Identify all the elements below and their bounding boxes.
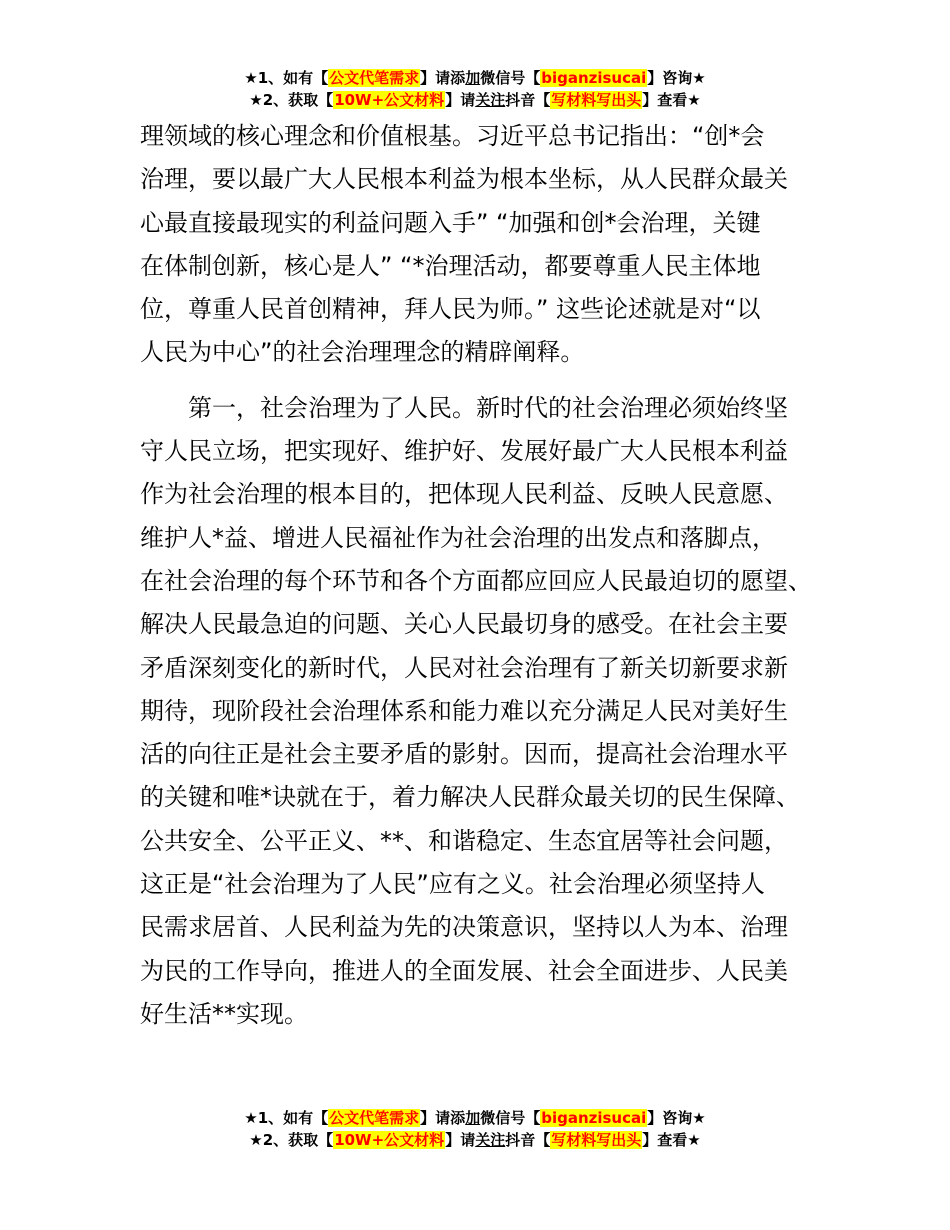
text-line: 作为社会治理的根本目的，把体现人民利益、反映人民意愿、 [140, 480, 788, 509]
text-line: 治理，要以最广大人民根本利益为根本坐标，从人民群众最关 [140, 165, 788, 194]
text-line: 维护人*益、增进人民福祉作为社会治理的出发点和落脚点， [140, 523, 776, 552]
materials-highlight: 10W+公文材料 [334, 91, 445, 109]
text-line: 民需求居首、人民利益为先的决策意识，坚持以人为本、治理 [140, 913, 788, 942]
text-line: 在体制创新，核心是人” “*治理活动，都要尊重人民主体地 [140, 251, 761, 280]
footer-banner-line-2: ★2、获取【10W+公文材料】请关注抖音【写材料写出头】查看★ [249, 1131, 701, 1149]
paragraph-1 [140, 115, 820, 375]
service-highlight: 公文代笔需求 [329, 1109, 420, 1127]
service-highlight: 公文代笔需求 [329, 69, 420, 87]
wechat-id-highlight: biganzisucai [541, 69, 647, 87]
materials-highlight: 10W+公文材料 [334, 1131, 445, 1149]
text-line: 理领域的核心理念和价值根基。习近平总书记指出：“创*会 [140, 122, 765, 150]
text-line: 在社会治理的每个环节和各个方面都应回应人民最迫切的愿望、 [140, 566, 812, 595]
text-line: 人民为中心”的社会治理理念的精辟阐释。 [140, 338, 585, 367]
header-banner [0, 67, 950, 111]
text-line: 心最直接最现实的利益问题入手” “加强和创*会治理，关键 [140, 208, 761, 237]
douyin-account-highlight: 写材料写出头 [551, 1131, 642, 1149]
wechat-id-highlight: biganzisucai [541, 1109, 647, 1127]
text-line: 好生活**实现。 [140, 999, 308, 1028]
text-line: 矛盾深刻变化的新时代，人民对社会治理有了新关切新要求新 [140, 653, 788, 682]
text-line: 守人民立场，把实现好、维护好、发展好最广大人民根本利益 [140, 437, 788, 466]
text-line: 的关键和唯*诀就在于，着力解决人民群众最关切的民生保障、 [140, 783, 800, 812]
text-line: 解决人民最急迫的问题、关心人民最切身的感受。在社会主要 [140, 610, 788, 639]
header-banner-line-2: ★2、获取【10W+公文材料】请关注抖音【写材料写出头】查看★ [249, 91, 701, 109]
text-line: 活的向往正是社会主要矛盾的影射。因而，提高社会治理水平 [140, 740, 788, 769]
text-line: 第一，社会治理为了人民。新时代的社会治理必须始终坚 [140, 393, 788, 422]
text-line: 位，尊重人民首创精神，拜人民为师。” 这些论述就是对“以 [140, 295, 761, 324]
paragraph-2 [140, 387, 820, 1036]
text-line: 公共安全、公平正义、**、和谐稳定、生态宜居等社会问题， [140, 826, 788, 855]
text-line: 这正是“社会治理为了人民”应有之义。社会治理必须坚持人 [140, 870, 765, 899]
document-body [140, 115, 820, 1036]
douyin-account-highlight: 写材料写出头 [551, 91, 642, 109]
text-line: 为民的工作导向，推进人的全面发展、社会全面进步、人民美 [140, 956, 788, 985]
footer-banner-line-1: ★1、如有【公文代笔需求】请添加微信号【biganzisucai】咨询★ [244, 1109, 706, 1127]
footer-banner [0, 1107, 950, 1151]
text-line: 期待，现阶段社会治理体系和能力难以充分满足人民对美好生 [140, 696, 788, 725]
paragraph-spacer [140, 375, 820, 387]
header-banner-line-1: ★1、如有【公文代笔需求】请添加微信号【biganzisucai】咨询★ [244, 69, 706, 87]
